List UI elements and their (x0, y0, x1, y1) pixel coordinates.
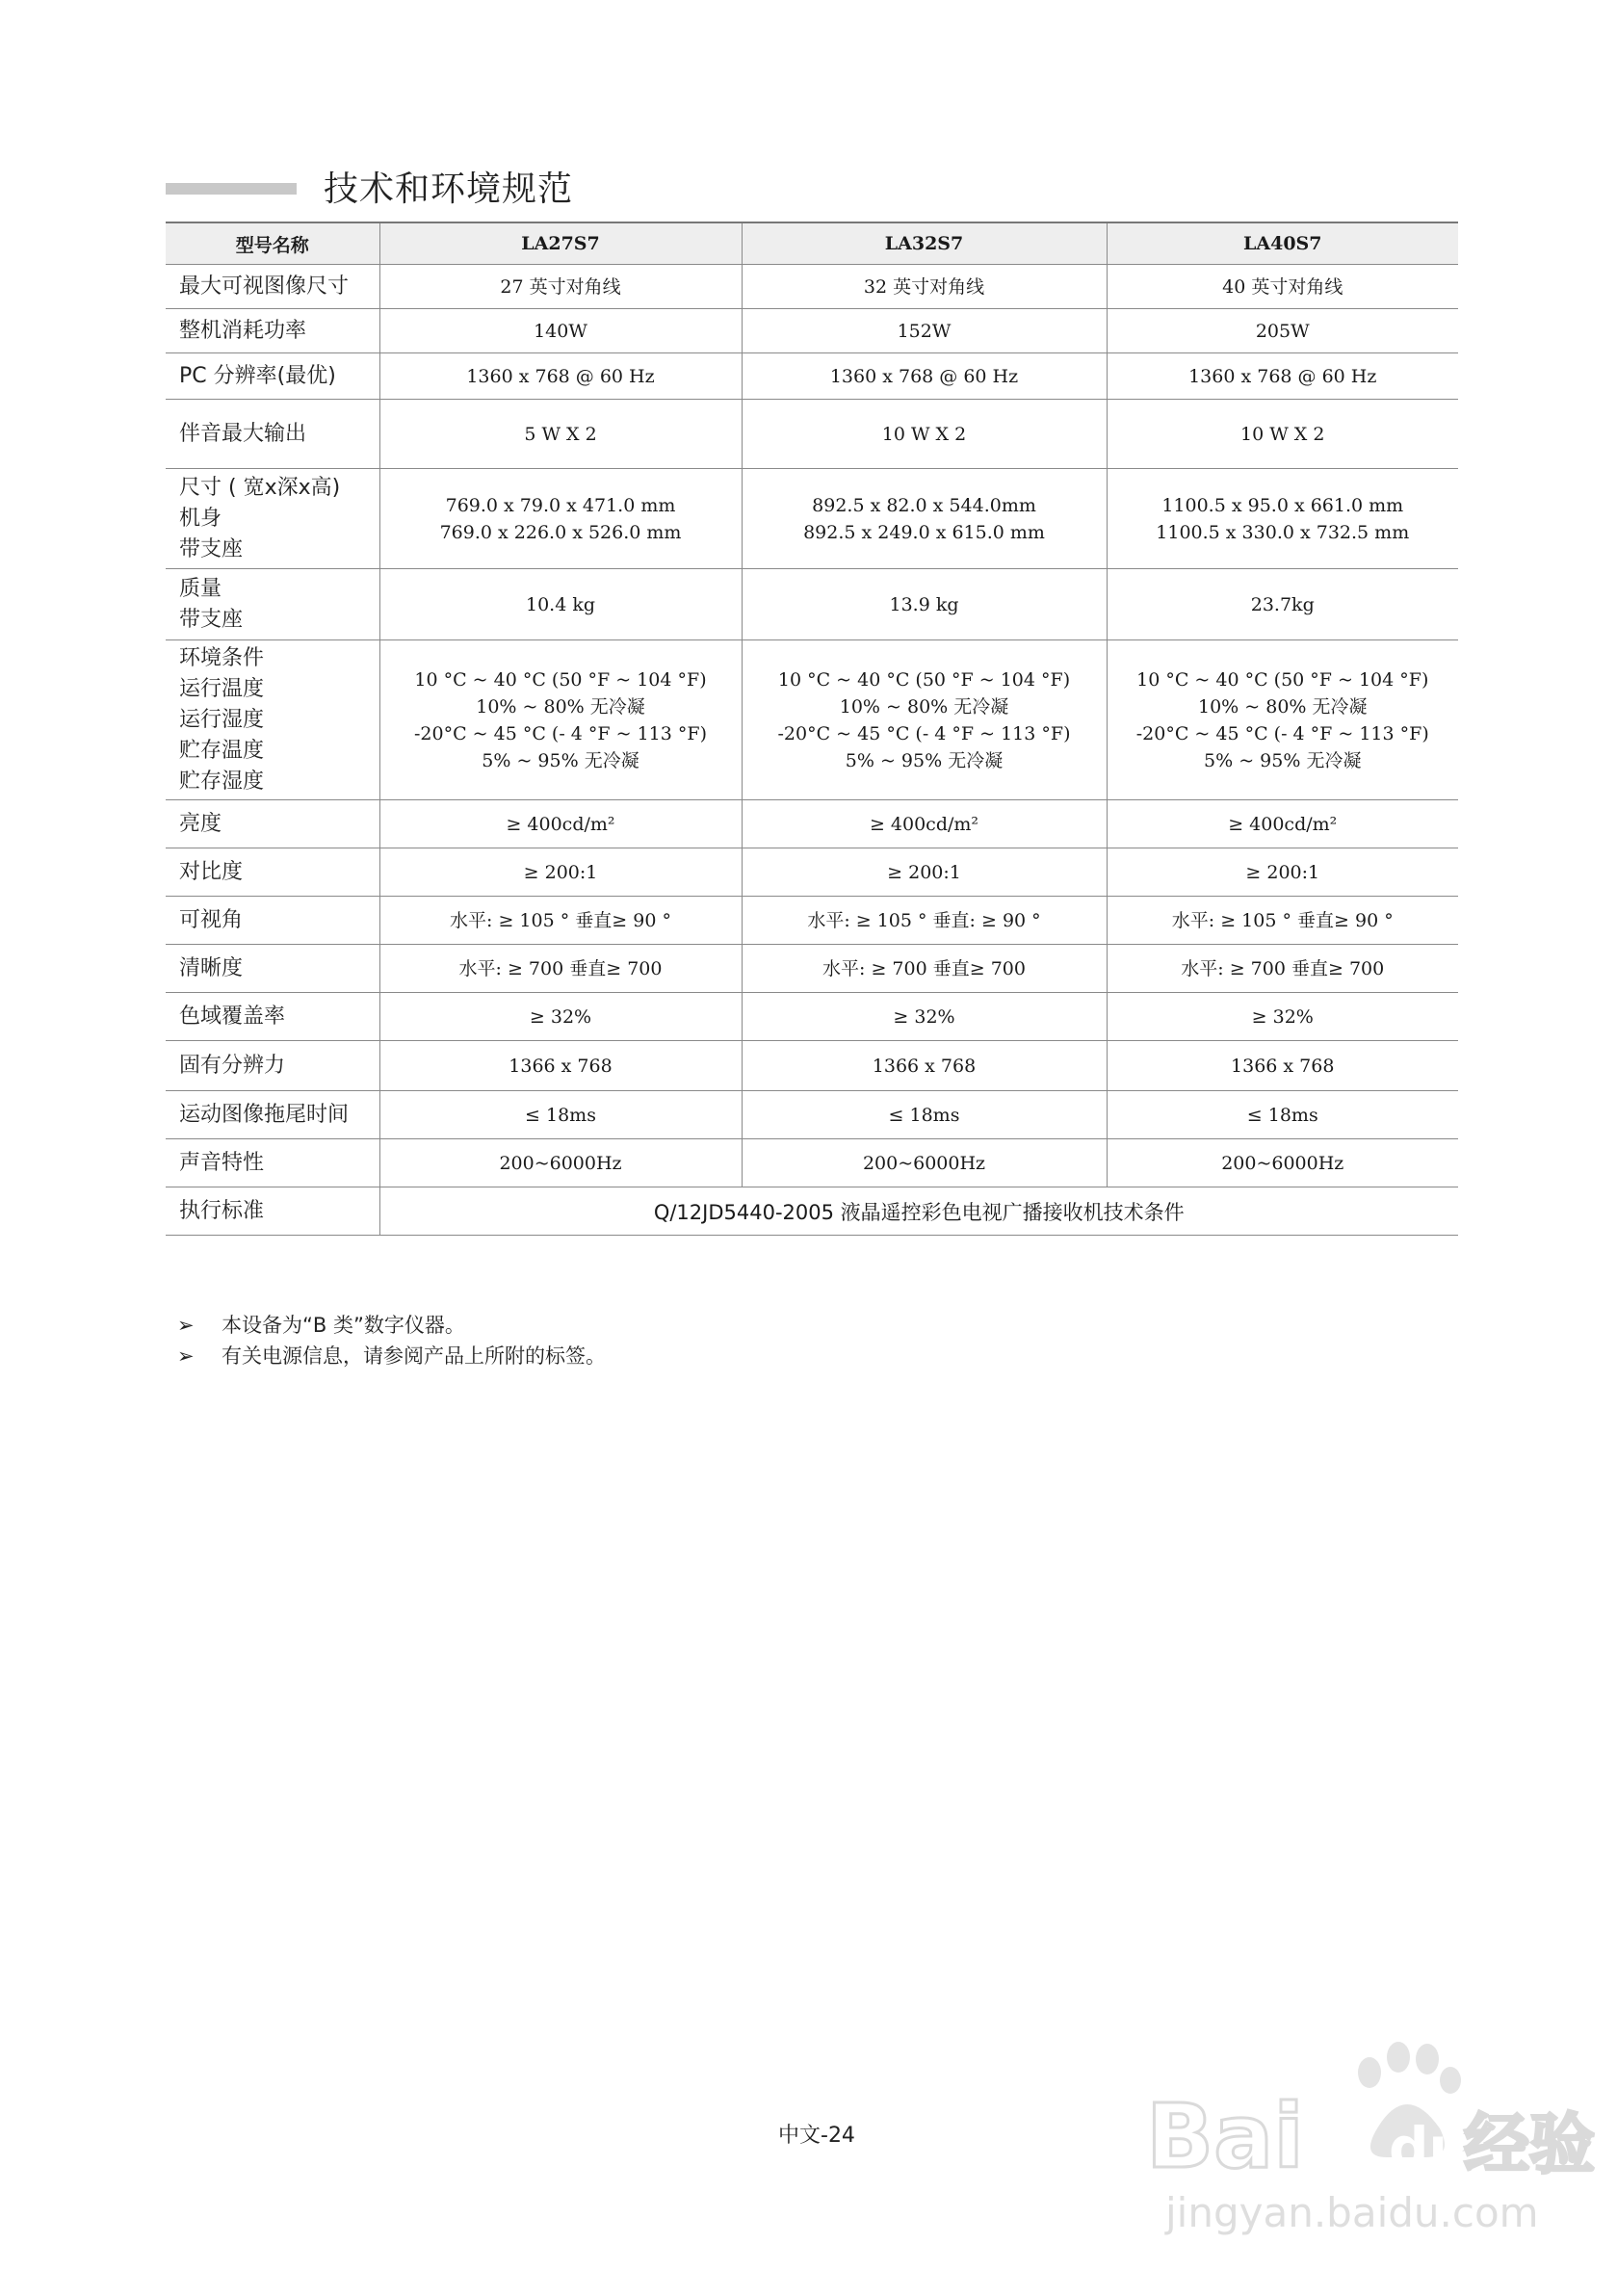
spec-value (379, 469, 742, 569)
row-label-line: 质量 (179, 576, 222, 601)
spec-value (742, 569, 1107, 640)
spec-value-line: 10% ~ 80% 无冷凝 (839, 695, 1009, 718)
table-row (166, 1139, 1458, 1187)
row-label-line: 运行温度 (179, 676, 265, 701)
row-label-line: 机身 (179, 506, 222, 531)
table-row (166, 353, 1458, 400)
row-label-line: 贮存温度 (179, 738, 265, 763)
spec-value (379, 265, 742, 309)
header-model-la27s7: LA27S7 (379, 222, 742, 265)
row-label (166, 469, 379, 569)
svg-text:Bai: Bai (1146, 2085, 1304, 2188)
baidu-watermark-logo (1146, 2022, 1596, 2254)
spec-value (1107, 469, 1458, 569)
table-row (166, 469, 1458, 569)
spec-value-line: 水平: ≥ 105 ° 垂直: ≥ 90 ° (807, 909, 1041, 931)
spec-value-line: 205W (1255, 320, 1310, 342)
spec-value-line: 1360 x 768 @ 60 Hz (466, 365, 655, 387)
spec-value-line: 10 °C ~ 40 °C (50 °F ~ 104 °F) (414, 668, 707, 691)
spec-table (166, 222, 1458, 1236)
row-label-line: PC 分辨率(最优) (179, 363, 336, 388)
row-label (166, 993, 379, 1041)
table-row (166, 945, 1458, 993)
spec-value-line: ≥ 200:1 (1245, 861, 1320, 883)
table-row (166, 640, 1458, 800)
spec-value (379, 897, 742, 945)
note-item (177, 1341, 606, 1371)
spec-value-line: 5% ~ 95% 无冷凝 (482, 749, 639, 771)
row-label-line: 整机消耗功率 (179, 318, 307, 343)
row-label (166, 1139, 379, 1187)
row-label (166, 1041, 379, 1091)
spec-value (742, 469, 1107, 569)
spec-value-line: 10% ~ 80% 无冷凝 (1198, 695, 1368, 718)
row-label (166, 400, 379, 469)
spec-value-line: 10 °C ~ 40 °C (50 °F ~ 104 °F) (777, 668, 1071, 691)
header-model-la40s7: LA40S7 (1107, 222, 1458, 265)
note-item (177, 1310, 606, 1341)
table-header-row (166, 222, 1458, 265)
spec-value-line: 水平: ≥ 105 ° 垂直≥ 90 ° (1171, 909, 1394, 931)
spec-value-line: 892.5 x 82.0 x 544.0mm (812, 494, 1036, 516)
table-row (166, 1091, 1458, 1139)
spec-value-line: 水平: ≥ 700 垂直≥ 700 (822, 957, 1026, 979)
row-label-line: 声音特性 (179, 1150, 265, 1175)
spec-value-line: -20°C ~ 45 °C (- 4 °F ~ 113 °F) (413, 722, 707, 744)
row-label (166, 569, 379, 640)
spec-value-line: 1366 x 768 (509, 1055, 613, 1077)
spec-value-line: 40 英寸对角线 (1222, 275, 1343, 298)
table-row (166, 569, 1458, 640)
row-label (166, 1091, 379, 1139)
row-label-line: 清晰度 (179, 955, 244, 980)
row-label-line: 环境条件 (179, 645, 265, 670)
row-label-line: 贮存湿度 (179, 769, 265, 794)
arrow-bullet-icon: ➢ (177, 1314, 195, 1337)
spec-value-line: 23.7kg (1250, 593, 1315, 615)
spec-value (1107, 993, 1458, 1041)
note-text: 本设备为“B 类”数字仪器。 (222, 1314, 465, 1337)
spec-value-line: ≤ 18ms (525, 1104, 596, 1126)
spec-value-line: ≥ 400cd/m² (1228, 813, 1338, 835)
row-label (166, 848, 379, 897)
spec-value-line: ≥ 200:1 (523, 861, 598, 883)
spec-value-line: 769.0 x 79.0 x 471.0 mm (445, 494, 676, 516)
svg-text:jingyan.baidu.com: jingyan.baidu.com (1165, 2189, 1539, 2236)
row-label-line: 运行湿度 (179, 707, 265, 732)
notes (177, 1310, 606, 1371)
row-label (166, 353, 379, 400)
spec-value (379, 1139, 742, 1187)
table-row (166, 309, 1458, 353)
spec-value (742, 309, 1107, 353)
row-label-line: 伴音最大输出 (179, 421, 307, 446)
spec-value (379, 1091, 742, 1139)
spec-value-line: 1366 x 768 (1231, 1055, 1335, 1077)
spec-value-line: 10.4 kg (525, 593, 596, 615)
header-model-label: 型号名称 (166, 222, 379, 265)
header-model-la32s7: LA32S7 (742, 222, 1107, 265)
row-label-line: 最大可视图像尺寸 (179, 274, 350, 299)
table-row (166, 400, 1458, 469)
table-row (166, 897, 1458, 945)
spec-value-line: ≥ 200:1 (887, 861, 961, 883)
spec-value-line: 892.5 x 249.0 x 615.0 mm (803, 521, 1045, 543)
table-row (166, 848, 1458, 897)
spec-value (379, 993, 742, 1041)
spec-value (742, 848, 1107, 897)
row-label-line: 尺寸 ( 宽x深x高) (179, 475, 341, 500)
spec-value-line: 32 英寸对角线 (863, 275, 985, 298)
table-row (166, 993, 1458, 1041)
spec-value-line: 769.0 x 226.0 x 526.0 mm (439, 521, 682, 543)
row-label: 执行标准 (166, 1187, 379, 1236)
spec-value (1107, 897, 1458, 945)
spec-value-line: -20°C ~ 45 °C (- 4 °F ~ 113 °F) (1135, 722, 1429, 744)
spec-value-line: 10 W X 2 (881, 423, 967, 445)
table-row (166, 1041, 1458, 1091)
spec-value-line: ≥ 400cd/m² (869, 813, 979, 835)
spec-value (742, 800, 1107, 848)
spec-value-line: ≤ 18ms (1246, 1104, 1318, 1126)
spec-value-line: 1360 x 768 @ 60 Hz (829, 365, 1019, 387)
spec-value (1107, 800, 1458, 848)
spec-value (1107, 640, 1458, 800)
row-label (166, 897, 379, 945)
spec-value-line: ≤ 18ms (888, 1104, 960, 1126)
spec-value (1107, 309, 1458, 353)
spec-value-line: 水平: ≥ 700 垂直≥ 700 (1181, 957, 1385, 979)
row-label-line: 固有分辨力 (179, 1053, 286, 1078)
row-label (166, 265, 379, 309)
arrow-bullet-icon: ➢ (177, 1344, 195, 1368)
svg-text:经验: 经验 (1464, 2107, 1596, 2183)
note-text: 有关电源信息，请参阅产品上所附的标签。 (222, 1344, 606, 1368)
row-label-line: 运动图像拖尾时间 (179, 1102, 350, 1127)
spec-value (379, 945, 742, 993)
spec-value-line: 1366 x 768 (872, 1055, 977, 1077)
spec-value-line: 27 英寸对角线 (500, 275, 621, 298)
spec-value-line: 水平: ≥ 700 垂直≥ 700 (458, 957, 663, 979)
spec-value (742, 640, 1107, 800)
spec-value (379, 353, 742, 400)
row-label-line: 对比度 (179, 859, 244, 884)
spec-value (1107, 1139, 1458, 1187)
spec-value (379, 640, 742, 800)
spec-value-line: 1360 x 768 @ 60 Hz (1188, 365, 1377, 387)
row-label-line: 带支座 (179, 536, 244, 561)
spec-value-line: 5% ~ 95% 无冷凝 (1204, 749, 1362, 771)
spec-value (742, 353, 1107, 400)
table-row (166, 265, 1458, 309)
spec-value (379, 800, 742, 848)
spec-value (1107, 265, 1458, 309)
spec-value-line: 10 W X 2 (1240, 423, 1325, 445)
page-title: 技术和环境规范 (324, 170, 574, 209)
spec-value (742, 400, 1107, 469)
row-label (166, 945, 379, 993)
spec-value-line: 10 °C ~ 40 °C (50 °F ~ 104 °F) (1136, 668, 1429, 691)
spec-value (742, 993, 1107, 1041)
spec-value (379, 309, 742, 353)
spec-value (379, 848, 742, 897)
row-label-line: 带支座 (179, 607, 244, 632)
spec-value (742, 1091, 1107, 1139)
spec-value (742, 897, 1107, 945)
spec-value-line: ≥ 32% (529, 1005, 592, 1028)
spec-value (1107, 945, 1458, 993)
spec-value (1107, 1091, 1458, 1139)
row-label (166, 309, 379, 353)
spec-value-line: 200~6000Hz (862, 1152, 986, 1174)
spec-value-line: 1100.5 x 330.0 x 732.5 mm (1156, 521, 1410, 543)
spec-value-line: -20°C ~ 45 °C (- 4 °F ~ 113 °F) (777, 722, 1071, 744)
spec-value-line: 140W (534, 320, 587, 342)
standard-value: Q/12JD5440-2005 液晶遥控彩色电视广播接收机技术条件 (379, 1187, 1458, 1236)
title-accent-bar (166, 183, 297, 195)
spec-value (1107, 353, 1458, 400)
spec-value-line: 5 W X 2 (524, 423, 597, 445)
spec-value-line: 水平: ≥ 105 ° 垂直≥ 90 ° (450, 909, 671, 931)
row-label (166, 640, 379, 800)
spec-value (379, 1041, 742, 1091)
spec-value (742, 945, 1107, 993)
row-label-line: 色域覆盖率 (179, 1004, 286, 1029)
spec-value (1107, 1041, 1458, 1091)
standard-row (166, 1187, 1458, 1236)
spec-value-line: ≥ 32% (1251, 1005, 1314, 1028)
spec-value (1107, 569, 1458, 640)
spec-value-line: 1100.5 x 95.0 x 661.0 mm (1161, 494, 1404, 516)
spec-value (1107, 848, 1458, 897)
row-label-line: 可视角 (179, 907, 244, 932)
spec-value-line: 200~6000Hz (1221, 1152, 1344, 1174)
table-row (166, 800, 1458, 848)
spec-value (742, 265, 1107, 309)
svg-text:du: du (1389, 2115, 1469, 2180)
spec-value (379, 400, 742, 469)
spec-value (379, 569, 742, 640)
page-number: 中文-24 (778, 2124, 855, 2148)
spec-value-line: ≥ 400cd/m² (506, 813, 615, 835)
row-label-line: 亮度 (179, 811, 222, 836)
spec-value-line: ≥ 32% (893, 1005, 955, 1028)
spec-value-line: 13.9 kg (889, 593, 959, 615)
spec-value-line: 152W (897, 320, 952, 342)
spec-value (1107, 400, 1458, 469)
spec-value (742, 1139, 1107, 1187)
row-label (166, 800, 379, 848)
spec-value (742, 1041, 1107, 1091)
spec-value-line: 5% ~ 95% 无冷凝 (845, 749, 1004, 771)
spec-value-line: 200~6000Hz (499, 1152, 622, 1174)
spec-value-line: 10% ~ 80% 无冷凝 (476, 695, 645, 718)
